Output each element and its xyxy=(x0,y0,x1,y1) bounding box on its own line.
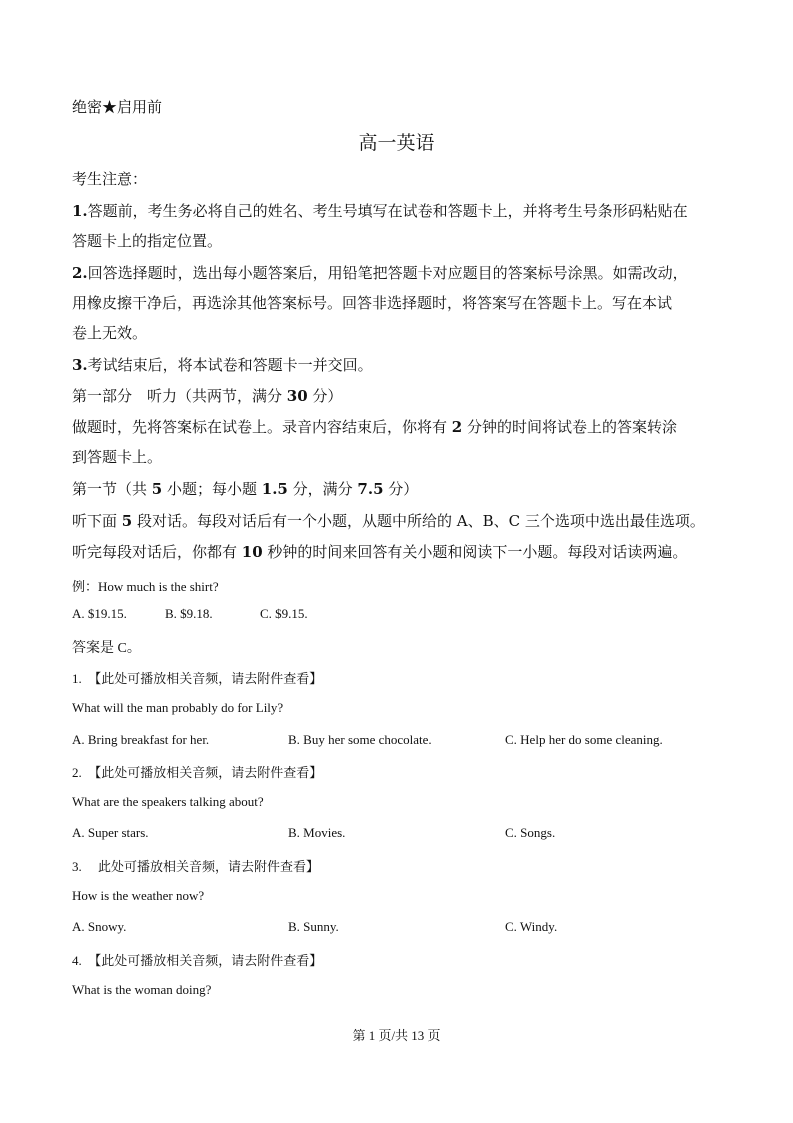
text: 分） xyxy=(307,387,343,405)
text: 听下面 xyxy=(72,512,122,530)
text: 分，满分 xyxy=(287,480,358,498)
text: 小题；每小题 xyxy=(162,480,262,498)
option-b: B. Sunny. xyxy=(288,919,339,934)
item-number: 3. xyxy=(72,356,88,374)
example-option-a: A. $19.15. xyxy=(72,606,127,621)
section1-instruction xyxy=(72,510,705,531)
notice-item-1 xyxy=(72,200,688,221)
example-answer: 答案是 C。 xyxy=(72,641,141,656)
text: 段对话。每段对话后有一个小题，从题中所给的 A、B、C 三个选项中选出最佳选项。 xyxy=(132,512,705,530)
score: 30 xyxy=(286,387,308,405)
section1-instruction-2 xyxy=(72,541,687,562)
item-number: 1. xyxy=(72,202,88,220)
notice-text: 考试结束后，将本试卷和答题卡一并交回。 xyxy=(87,356,373,374)
question-text: How is the weather now? xyxy=(72,888,205,903)
text: 分钟的时间将试卷上的答案转涂 xyxy=(462,418,677,436)
page-title: 高一英语 xyxy=(358,132,435,154)
part1-heading xyxy=(72,385,342,406)
confidential-label: 绝密★启用前 xyxy=(72,98,163,116)
section1-heading xyxy=(72,478,418,499)
notice-item-2 xyxy=(72,262,688,283)
notice-heading: 考生注意： xyxy=(72,170,148,188)
score: 7.5 xyxy=(357,480,384,498)
audio-placeholder[interactable]: 3. 此处可播放相关音频，请去附件查看】 xyxy=(72,859,320,874)
example-question: 例：How much is the shirt? xyxy=(72,579,219,594)
score: 1.5 xyxy=(261,480,288,498)
audio-placeholder[interactable]: 4. 【此处可播放相关音频，请去附件查看】 xyxy=(72,953,323,968)
example-option-c: C. $9.15. xyxy=(260,606,308,621)
question-text: What will the man probably do for Lily? xyxy=(72,700,284,715)
audio-placeholder[interactable]: 2. 【此处可播放相关音频，请去附件查看】 xyxy=(72,765,323,780)
example-option-b: B. $9.18. xyxy=(165,606,213,621)
notice-text: 答题前，考生务必将自己的姓名、考生号填写在试卷和答题卡上，并将考生号条形码粘贴在 xyxy=(87,202,688,220)
question-text: What are the speakers talking about? xyxy=(72,794,264,809)
part1-instruction-cont: 到答题卡上。 xyxy=(72,448,163,466)
page-number: 第 1 页/共 13 页 xyxy=(352,1028,441,1043)
option-b: B. Movies. xyxy=(288,825,346,840)
option-a: A. Super stars. xyxy=(72,825,149,840)
notice-text: 回答选择题时，选出每小题答案后，用铅笔把答题卡对应题目的答案标号涂黑。如需改动， xyxy=(87,264,688,282)
part1-instruction xyxy=(72,416,677,437)
option-c: C. Help her do some cleaning. xyxy=(505,732,663,747)
notice-item-1-cont: 答题卡上的指定位置。 xyxy=(72,232,223,250)
option-a: A. Bring breakfast for her. xyxy=(72,732,210,747)
text: 第一部分 听力（共两节，满分 xyxy=(72,387,287,405)
option-b: B. Buy her some chocolate. xyxy=(288,732,432,747)
minutes: 2 xyxy=(451,418,463,436)
option-a: A. Snowy. xyxy=(72,919,127,934)
count: 5 xyxy=(121,512,133,530)
text: 秒钟的时间来回答有关小题和阅读下一小题。每段对话读两遍。 xyxy=(262,543,688,561)
text: 第一节（共 xyxy=(72,480,152,498)
notice-item-2-cont2: 卷上无效。 xyxy=(72,324,148,342)
text: 分） xyxy=(383,480,419,498)
count: 5 xyxy=(151,480,163,498)
seconds: 10 xyxy=(241,543,263,561)
audio-placeholder[interactable]: 1. 【此处可播放相关音频，请去附件查看】 xyxy=(72,671,323,686)
text: 做题时，先将答案标在试卷上。录音内容结束后，你将有 xyxy=(72,418,452,436)
item-number: 2. xyxy=(72,264,88,282)
notice-item-3 xyxy=(72,354,373,375)
question-text: What is the woman doing? xyxy=(72,982,212,997)
option-c: C. Songs. xyxy=(505,825,556,840)
text: 听完每段对话后，你都有 xyxy=(72,543,242,561)
option-c: C. Windy. xyxy=(505,919,558,934)
notice-item-2-cont: 用橡皮擦干净后，再选涂其他答案标号。回答非选择题时，将答案写在答题卡上。写在本试 xyxy=(72,294,673,312)
